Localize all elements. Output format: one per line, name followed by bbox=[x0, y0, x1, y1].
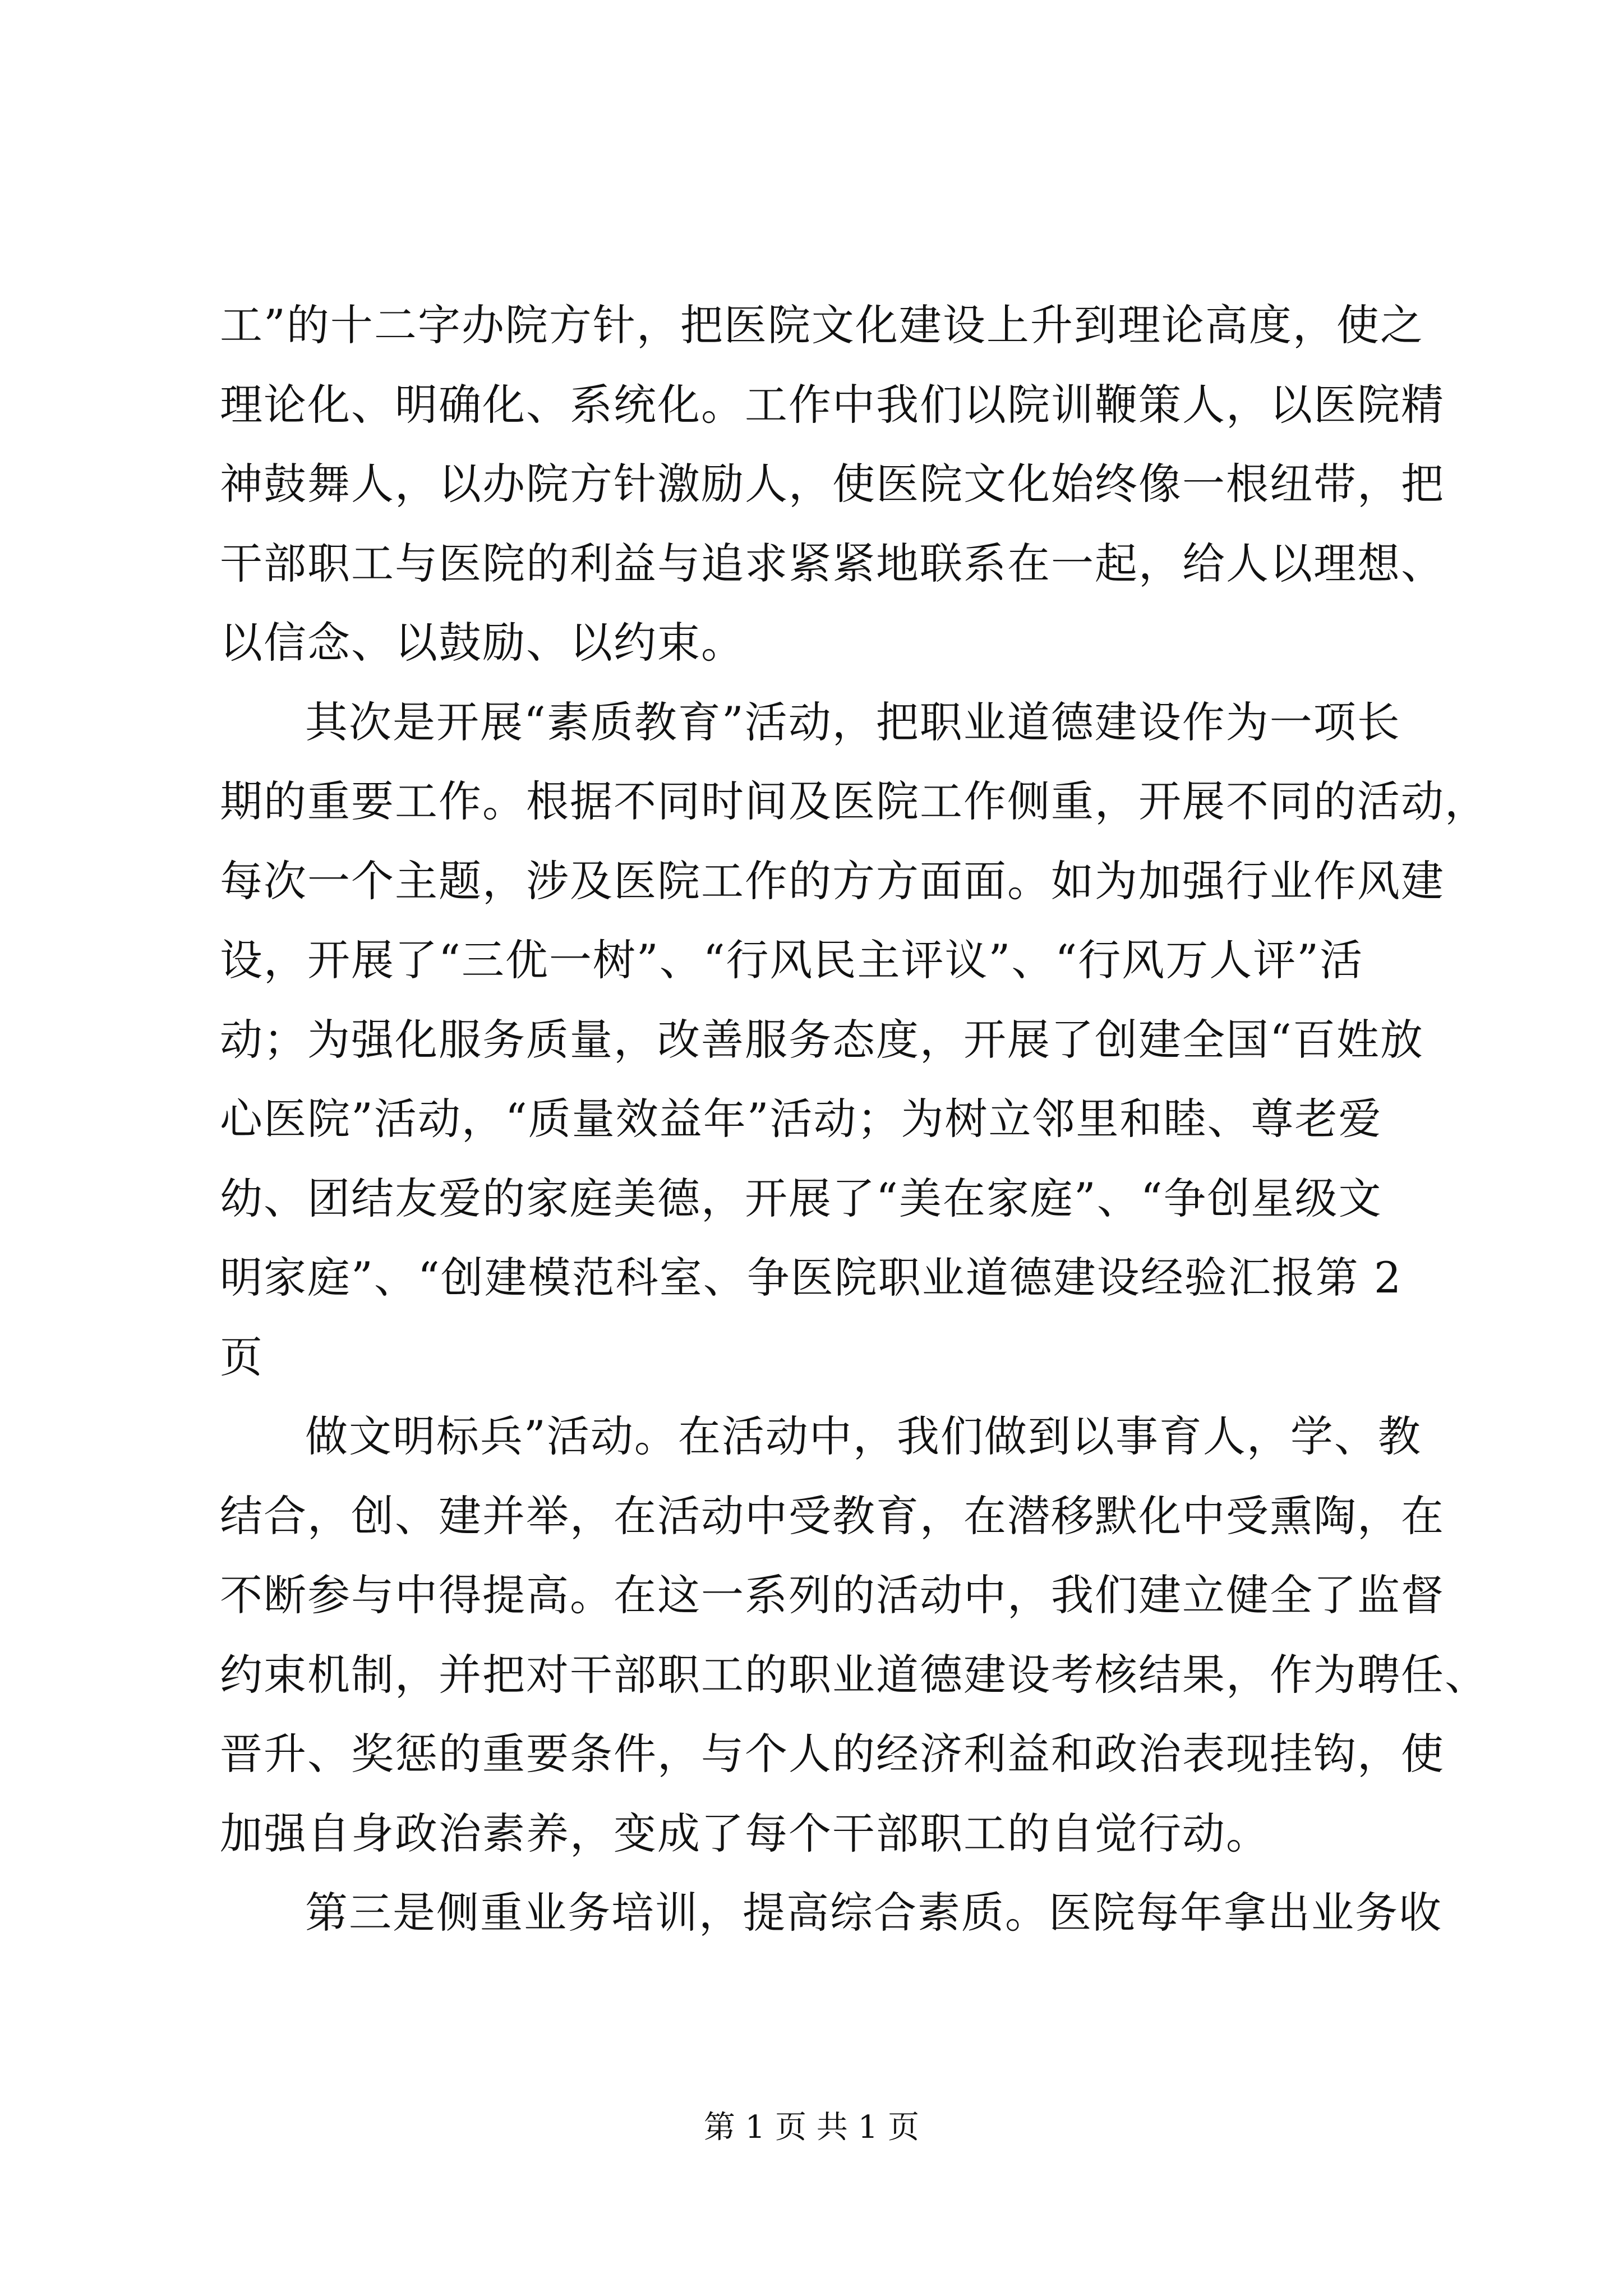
text-line: 幼、团结友爱的家庭美德，开展了“美在家庭”、“争创星级文 bbox=[220, 1173, 1382, 1223]
text-line: 第三是侧重业务培训，提高综合素质。医院每年拿出业务收 bbox=[305, 1888, 1442, 1938]
text-line: 期的重要工作。根据不同时间及医院工作侧重，开展不同的活动， bbox=[220, 776, 1488, 826]
text-line: 每次一个主题，涉及医院工作的方方面面。如为加强行业作风建 bbox=[220, 855, 1445, 906]
text-line: 理论化、明确化、系统化。工作中我们以院训鞭策人，以医院精 bbox=[220, 379, 1445, 430]
text-line: 做文明标兵”活动。在活动中，我们做到以事育人，学、教 bbox=[305, 1411, 1422, 1461]
text-line: 晋升、奖惩的重要条件，与个人的经济利益和政治表现挂钩，使 bbox=[220, 1729, 1445, 1779]
text-line: 其次是开展“素质教育”活动，把职业道德建设作为一项长 bbox=[305, 697, 1401, 747]
text-line: 干部职工与医院的利益与追求紧紧地联系在一起，给人以理想、 bbox=[220, 538, 1445, 588]
text-line: 不断参与中得提高。在这一系列的活动中，我们建立健全了监督 bbox=[220, 1570, 1445, 1620]
page-footer: 第 1 页 共 1 页 bbox=[703, 2109, 920, 2146]
text-line: 心医院”活动，“质量效益年”活动；为树立邻里和睦、尊老爱 bbox=[220, 1094, 1382, 1144]
text-line: 神鼓舞人，以办院方针激励人，使医院文化始终像一根纽带，把 bbox=[220, 459, 1445, 509]
text-line: 页 bbox=[220, 1332, 264, 1382]
text-line: 加强自身政治素养，变成了每个干部职工的自觉行动。 bbox=[220, 1808, 1270, 1858]
text-line: 工”的十二字办院方针，把医院文化建设上升到理论高度，使之 bbox=[220, 300, 1424, 350]
text-line: 约束机制，并把对干部职工的职业道德建设考核结果，作为聘任、 bbox=[220, 1649, 1488, 1700]
text-line: 明家庭”、“创建模范科室、争医院职业道德建设经验汇报第 2 bbox=[220, 1253, 1403, 1303]
body-text bbox=[220, 297, 1488, 1964]
text-line: 结合，创、建并举，在活动中受教育，在潜移默化中受熏陶，在 bbox=[220, 1490, 1445, 1541]
text-line: 设，开展了“三优一树”、“行风民主评议”、“行风万人评”活 bbox=[220, 935, 1364, 985]
text-line: 以信念、以鼓励、以约束。 bbox=[220, 618, 745, 668]
text-line: 动；为强化服务质量，改善服务态度，开展了创建全国“百姓放 bbox=[220, 1014, 1424, 1065]
